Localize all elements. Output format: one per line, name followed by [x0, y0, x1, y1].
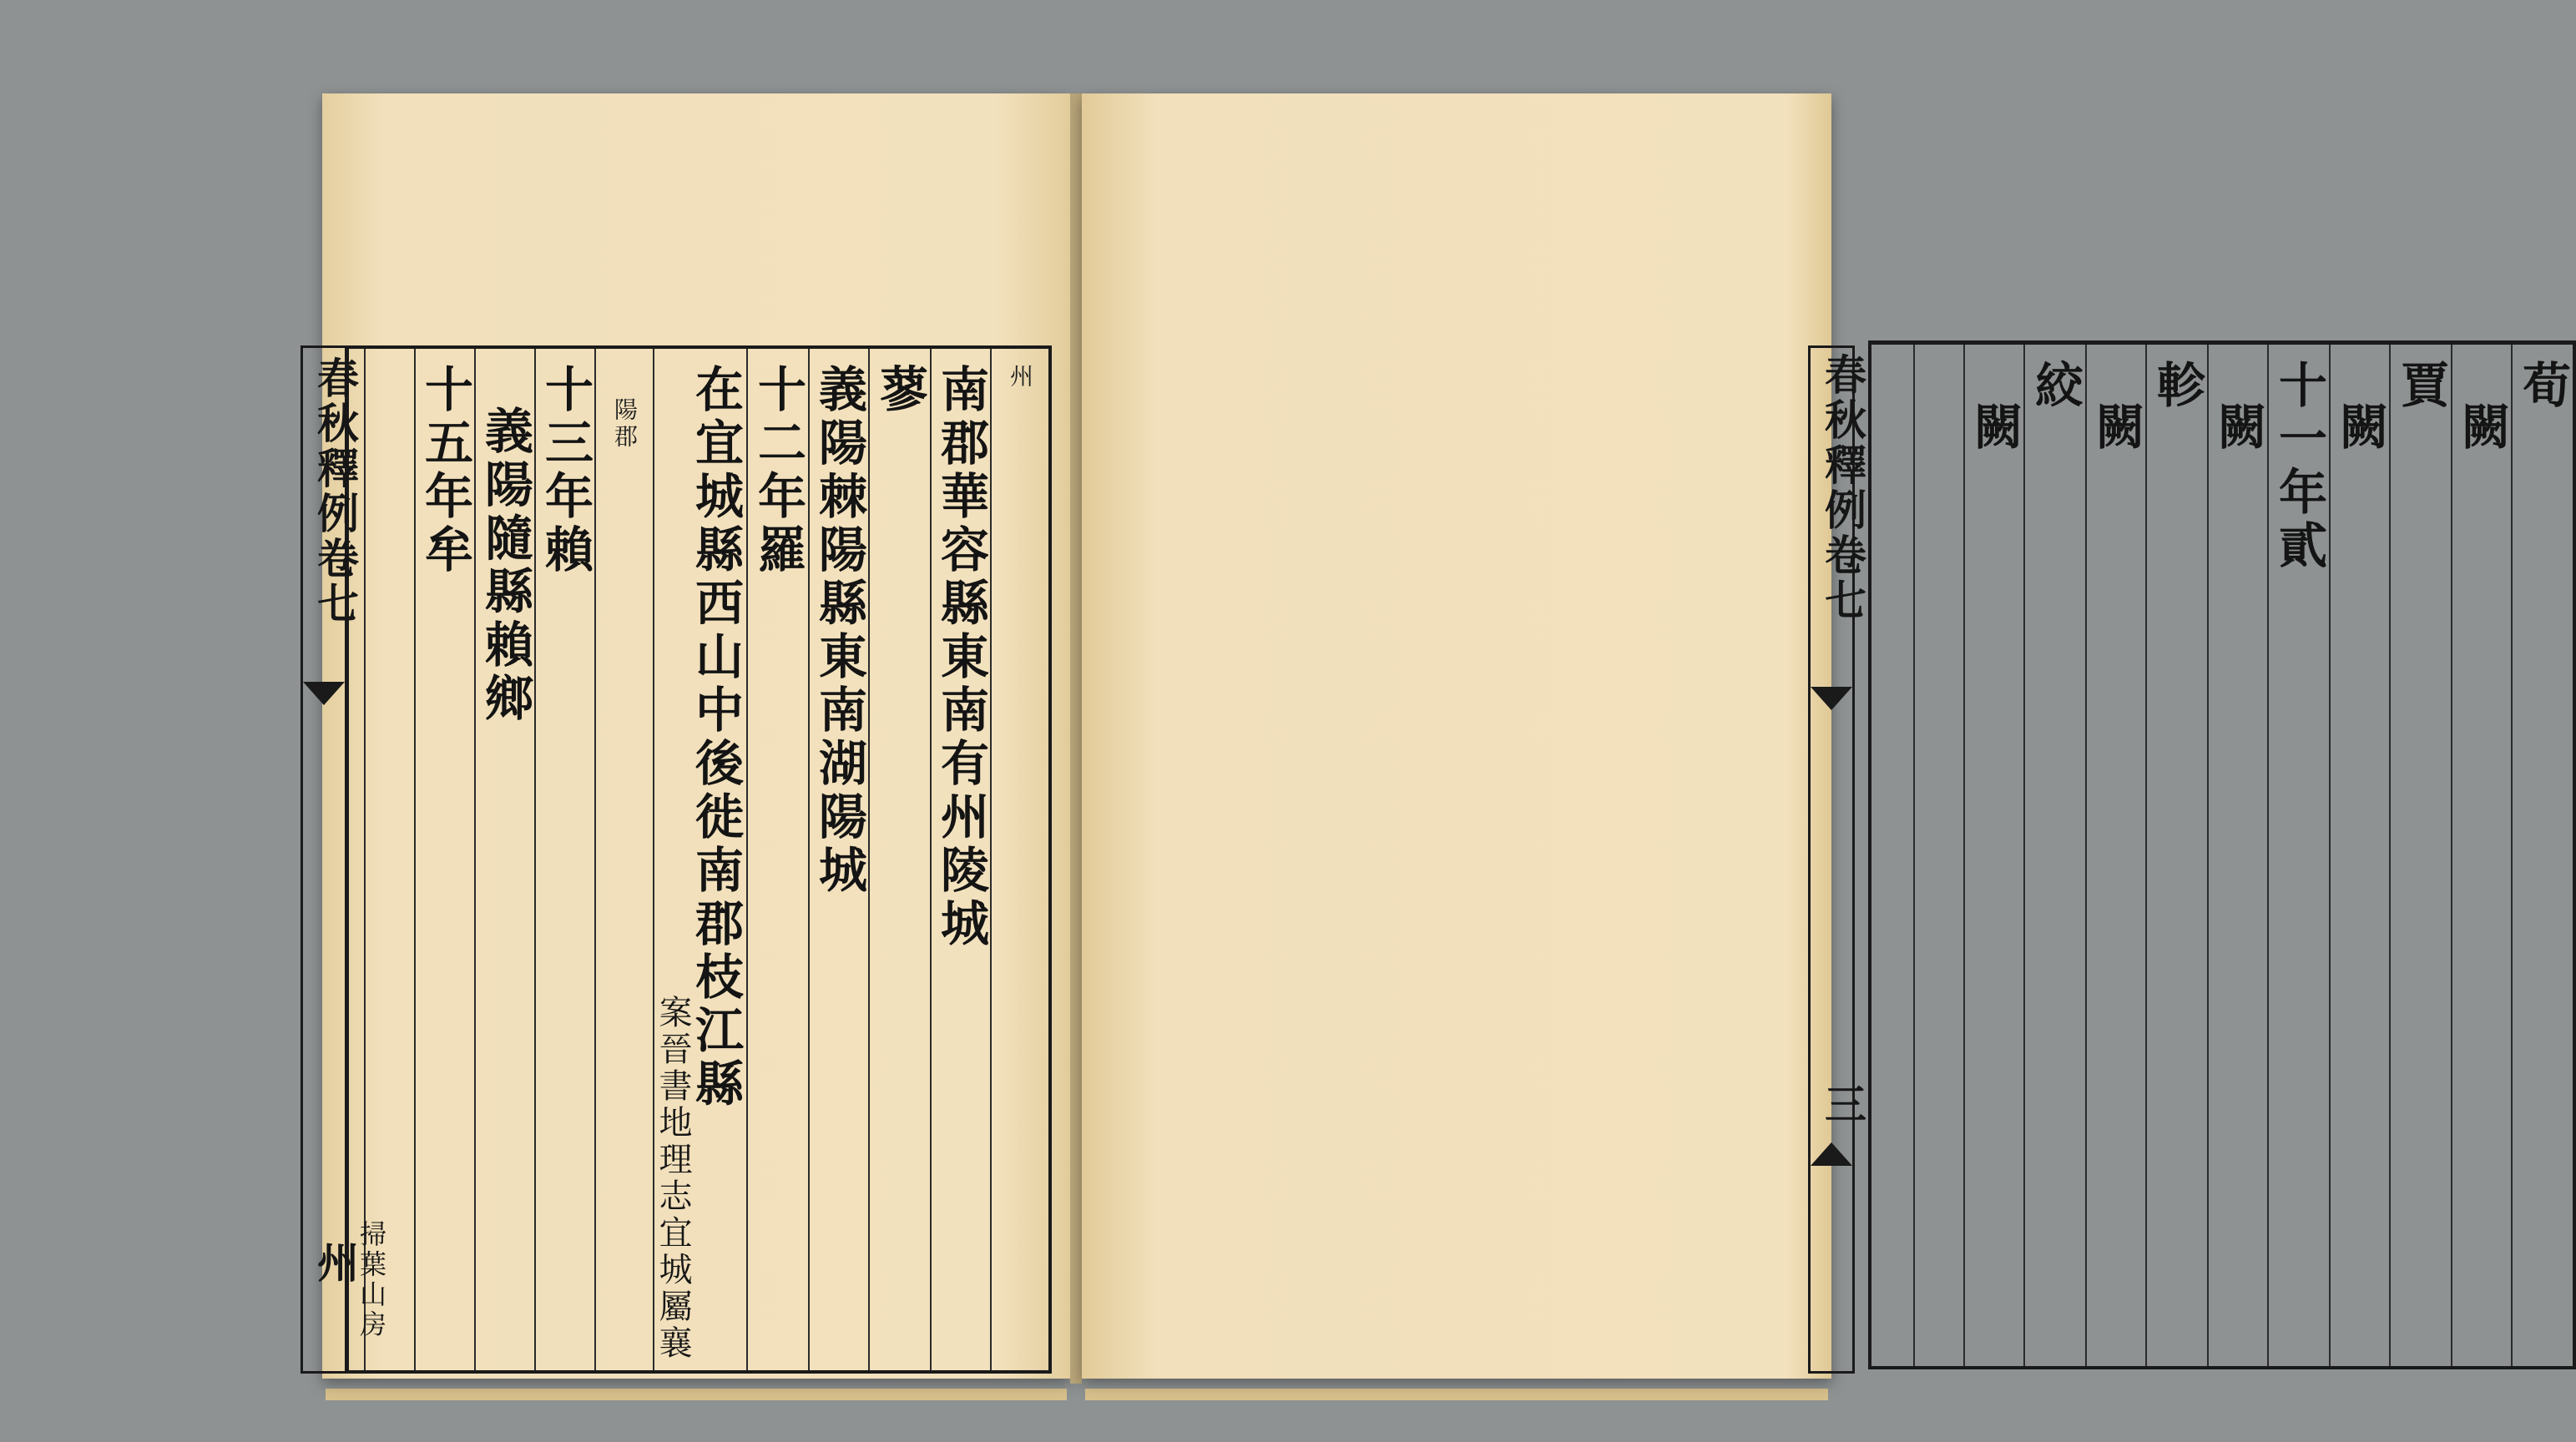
column — [868, 349, 930, 1370]
column — [2085, 345, 2145, 1366]
column — [594, 349, 653, 1370]
column-head: 十三年賴 — [537, 364, 593, 577]
column-head: 十二年羅 — [750, 364, 806, 577]
book-spine — [1070, 93, 1082, 1384]
left-margin-strip — [301, 345, 360, 1374]
column-head: 州 — [1007, 364, 1034, 391]
column-text: 在宜城縣西山中後徙南郡枝江縣 — [687, 364, 744, 1112]
column — [2511, 345, 2573, 1366]
page-number: 三 — [1818, 1082, 1867, 1127]
column — [808, 349, 868, 1370]
column-annotation: 案晉書地理志宜城屬襄 — [654, 995, 692, 1362]
column — [414, 349, 474, 1370]
column-text: 闕 — [1966, 401, 2023, 455]
column — [653, 349, 746, 1370]
column — [2145, 345, 2207, 1366]
column — [2023, 345, 2085, 1366]
column-text: 義陽隨縣賴鄉 — [477, 406, 533, 726]
left-columns — [349, 349, 1048, 1370]
page-stack-left — [326, 1389, 1067, 1400]
left-page — [311, 93, 1070, 1379]
column-text: 闕 — [2331, 401, 2388, 455]
column — [1963, 345, 2023, 1366]
column-head: 軫 — [2149, 360, 2205, 413]
column — [2267, 345, 2329, 1366]
column-text: 闕 — [2453, 401, 2510, 455]
column — [2329, 345, 2389, 1366]
right-margin-strip — [1808, 345, 1867, 1374]
fishtail-mark — [1811, 687, 1852, 720]
right-page — [1082, 93, 2571, 1379]
page-stack-right — [1085, 1389, 1828, 1400]
column-head: 十五年牟 — [417, 364, 473, 577]
right-page-frame — [1868, 340, 2576, 1369]
column — [534, 349, 594, 1370]
column — [746, 349, 808, 1370]
column — [1913, 345, 1963, 1366]
column — [2207, 345, 2267, 1366]
column-head: 荀 — [2514, 360, 2571, 413]
margin-title: 春秋釋例卷七 — [1818, 353, 1867, 623]
publisher-mark: 掃葉山房 — [356, 1220, 387, 1340]
column — [990, 349, 1048, 1370]
margin-title: 春秋釋例卷七 — [311, 356, 360, 627]
open-book — [311, 93, 2571, 1395]
column — [364, 349, 414, 1370]
column-text: 義陽棘陽縣東南湖陽城 — [811, 364, 867, 898]
column — [930, 349, 990, 1370]
column-text: 闕 — [2210, 401, 2266, 455]
column-text: 陽郡 — [611, 397, 639, 451]
margin-lower: 州 — [311, 1241, 360, 1286]
column-head: 絞 — [2027, 360, 2084, 413]
column-head: 蓼 — [871, 364, 928, 417]
left-page-frame — [346, 345, 1052, 1374]
column-text: 南郡華容縣東南有州陵城 — [932, 364, 989, 951]
column-text: 闕 — [2088, 401, 2144, 455]
right-columns — [1871, 345, 2573, 1366]
column-head: 十一年貳 — [2270, 360, 2327, 573]
column — [2451, 345, 2511, 1366]
column — [2389, 345, 2451, 1366]
fishtail-mark — [1811, 1132, 1852, 1166]
fishtail-mark — [303, 682, 345, 715]
column-head: 賈 — [2392, 360, 2449, 413]
column — [474, 349, 534, 1370]
